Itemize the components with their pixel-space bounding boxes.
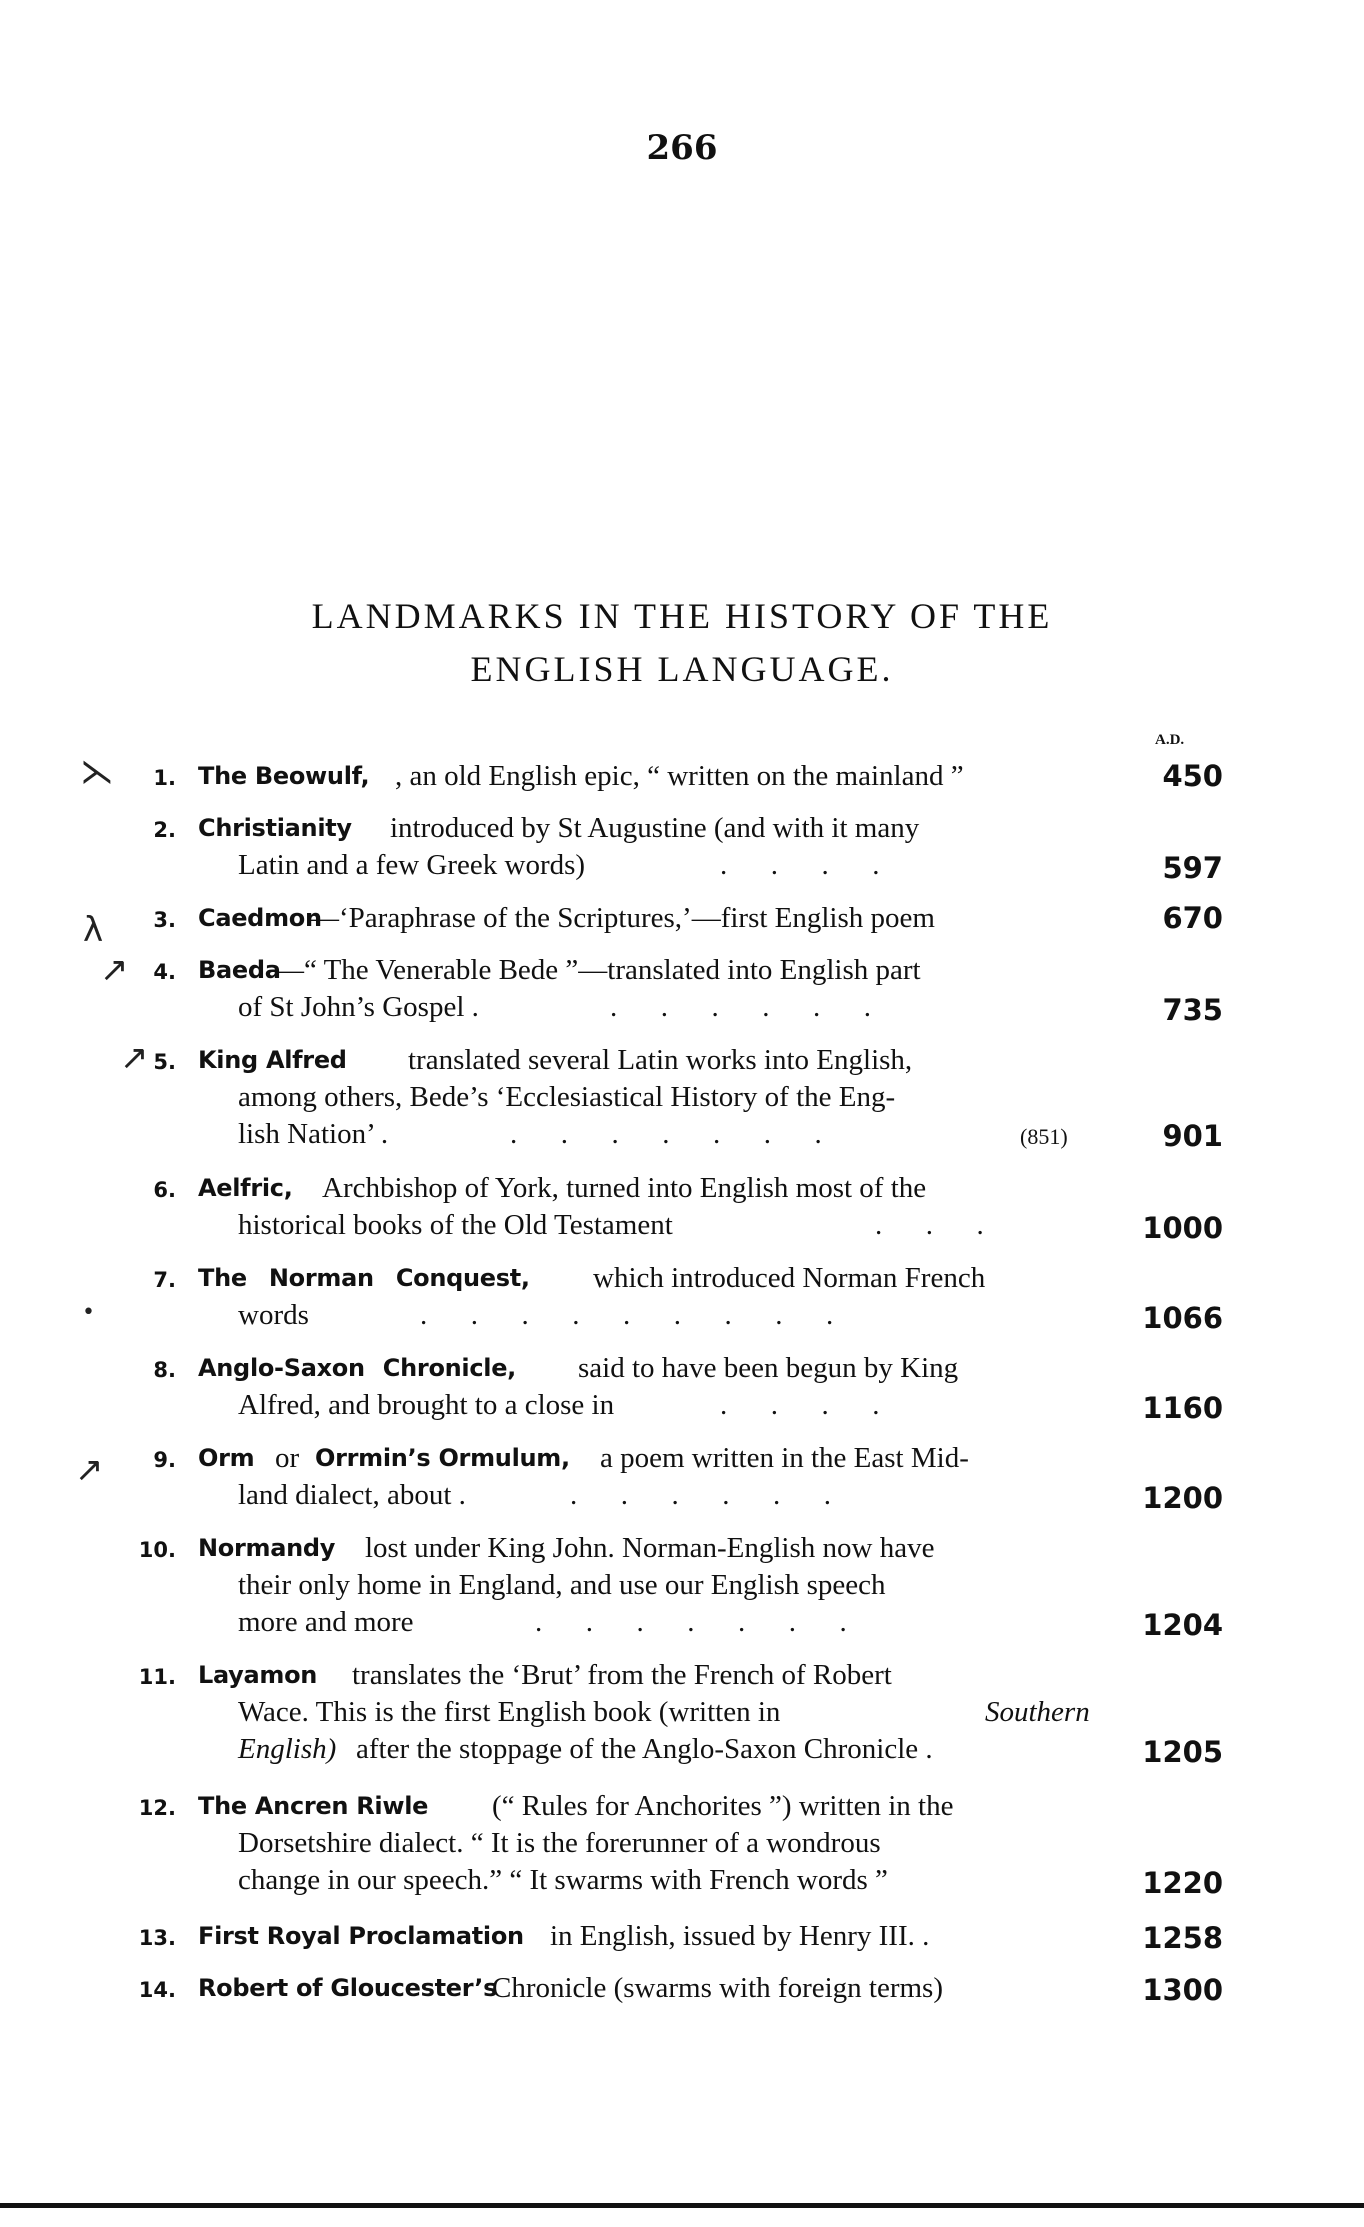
- entry-date: 1000: [1142, 1211, 1223, 1245]
- entry-heading: Aelfric,: [198, 1174, 293, 1202]
- dot-leader: . . . . . . .: [510, 1118, 822, 1150]
- entry-number: 1.: [153, 766, 176, 790]
- entry-text: Wace. This is the first English book (written in: [238, 1696, 781, 1728]
- entry-text: more and more: [238, 1606, 414, 1638]
- entry-text: translates the ‘Brut’ from the French of Robert: [352, 1659, 892, 1691]
- entry-text: said to have been begun by King: [578, 1352, 959, 1384]
- entry-text: words: [238, 1299, 309, 1331]
- dot-leader: . . . . . .: [610, 991, 871, 1023]
- entry-text: lish Nation’ .: [238, 1118, 389, 1150]
- margin-mark-7: •: [82, 1300, 95, 1325]
- entry-heading: Normandy: [198, 1534, 336, 1562]
- entry-number: 3.: [153, 908, 176, 932]
- entry-date: 670: [1162, 901, 1223, 935]
- date-column-header: A.D.: [1155, 732, 1185, 748]
- page-number: 266: [646, 128, 718, 168]
- entry-date: 1220: [1142, 1866, 1223, 1900]
- entry-number: 4.: [153, 960, 176, 984]
- entry-number: 13.: [138, 1926, 176, 1950]
- margin-mark-4: ↗: [100, 950, 129, 990]
- dot-leader: . . . . . . .: [535, 1606, 847, 1638]
- entry-number: 7.: [153, 1268, 176, 1292]
- dot-leader: . . . .: [720, 1389, 880, 1421]
- entry-text: Dorsetshire dialect. “ It is the forerunner of a wondrous: [238, 1827, 881, 1859]
- entry-text: a poem written in the East Mid-: [600, 1442, 969, 1474]
- entry-heading: The Norman Conquest,: [198, 1264, 530, 1292]
- entry-text: English): [238, 1733, 337, 1765]
- entry-number: 11.: [138, 1665, 176, 1689]
- entry-date: 450: [1162, 759, 1223, 793]
- entry-date: 1258: [1142, 1921, 1223, 1955]
- entry-text: historical books of the Old Testament: [238, 1209, 673, 1241]
- entry-heading-secondary: Orrmin’s Ormulum,: [315, 1444, 570, 1472]
- entry-date: 1204: [1142, 1608, 1223, 1642]
- dot-leader: . . .: [875, 1209, 984, 1241]
- entry-aside-date: (851): [1020, 1124, 1068, 1149]
- entry-number: 9.: [153, 1448, 176, 1472]
- entry-heading: Robert of Gloucester’s: [198, 1974, 498, 2002]
- entry-heading: Anglo-Saxon Chronicle,: [198, 1354, 516, 1382]
- entry-text: Southern: [985, 1696, 1090, 1728]
- entry-date: 735: [1162, 993, 1223, 1027]
- entry-date: 1300: [1142, 1973, 1223, 2007]
- entry-text: lost under King John. Norman-English now have: [365, 1532, 935, 1564]
- entry-date: 597: [1162, 851, 1223, 885]
- entry-text: translated several Latin works into English,: [408, 1044, 913, 1076]
- entry-heading: King Alfred: [198, 1046, 347, 1074]
- entry-date: 901: [1162, 1119, 1223, 1153]
- entry-heading: The Ancren Riwle: [198, 1792, 429, 1820]
- entry-text: —‘Paraphrase of the Scriptures,’—first English poem: [310, 902, 935, 934]
- dot-leader: . . . .: [720, 849, 880, 881]
- margin-mark-9: ↗: [75, 1450, 104, 1490]
- entry-number: 12.: [138, 1796, 176, 1820]
- bottom-rule: [0, 2203, 1364, 2208]
- entry-date: 1200: [1142, 1481, 1223, 1515]
- entry-text: Latin and a few Greek words): [238, 849, 586, 881]
- entry-heading: Orm: [198, 1444, 255, 1472]
- entry-text: Archbishop of York, turned into English most of the: [322, 1172, 927, 1204]
- entry-text: Alfred, and brought to a close in: [238, 1389, 615, 1421]
- entry-date: 1205: [1142, 1735, 1223, 1769]
- entry-heading: First Royal Proclamation: [198, 1922, 524, 1950]
- entry-text: among others, Bede’s ‘Ecclesiastical History of the Eng-: [238, 1081, 896, 1113]
- entry-date: 1066: [1142, 1301, 1223, 1335]
- entry-number: 5.: [153, 1050, 176, 1074]
- entry-text: or: [275, 1442, 300, 1474]
- entry-text: , an old English epic, “ written on the mainland ”: [395, 760, 964, 792]
- entry-date: 1160: [1142, 1391, 1223, 1425]
- entry-heading: The Beowulf,: [198, 762, 370, 790]
- title-line-1: LANDMARKS IN THE HISTORY OF THE: [311, 596, 1053, 636]
- entry-heading: Layamon: [198, 1661, 318, 1689]
- entry-number: 8.: [153, 1358, 176, 1382]
- dot-leader: . . . . . .: [570, 1479, 831, 1511]
- entry-text: introduced by St Augustine (and with it many: [390, 812, 920, 844]
- entry-text: (“ Rules for Anchorites ”) written in the: [492, 1790, 954, 1822]
- entry-text: in English, issued by Henry III. .: [550, 1920, 930, 1952]
- entry-heading: Baeda: [198, 956, 281, 984]
- entry-text: land dialect, about .: [238, 1479, 466, 1511]
- entry-text: after the stoppage of the Anglo-Saxon Chronicle .: [356, 1733, 933, 1765]
- entry-text: which introduced Norman French: [593, 1262, 986, 1294]
- entry-number: 14.: [138, 1978, 176, 2002]
- entry-heading: Caedmon: [198, 904, 322, 932]
- margin-mark-5: ↗: [120, 1038, 149, 1078]
- entry-text: their only home in England, and use our English speech: [238, 1569, 886, 1601]
- margin-mark-3: λ: [83, 910, 104, 950]
- entry-number: 6.: [153, 1178, 176, 1202]
- entry-heading: Christianity: [198, 814, 352, 842]
- title-line-2: ENGLISH LANGUAGE.: [470, 649, 894, 689]
- entry-number: 10.: [138, 1538, 176, 1562]
- entry-text: —“ The Venerable Bede ”—translated into English part: [275, 954, 921, 986]
- entry-text: Chronicle (swarms with foreign terms): [492, 1972, 944, 2004]
- margin-mark-1: ⋋: [80, 752, 114, 792]
- entry-number: 2.: [153, 818, 176, 842]
- entry-text: of St John’s Gospel .: [238, 991, 479, 1023]
- dot-leader: . . . . . . . . .: [420, 1299, 834, 1331]
- entry-text: change in our speech.” “ It swarms with French words ”: [238, 1864, 888, 1896]
